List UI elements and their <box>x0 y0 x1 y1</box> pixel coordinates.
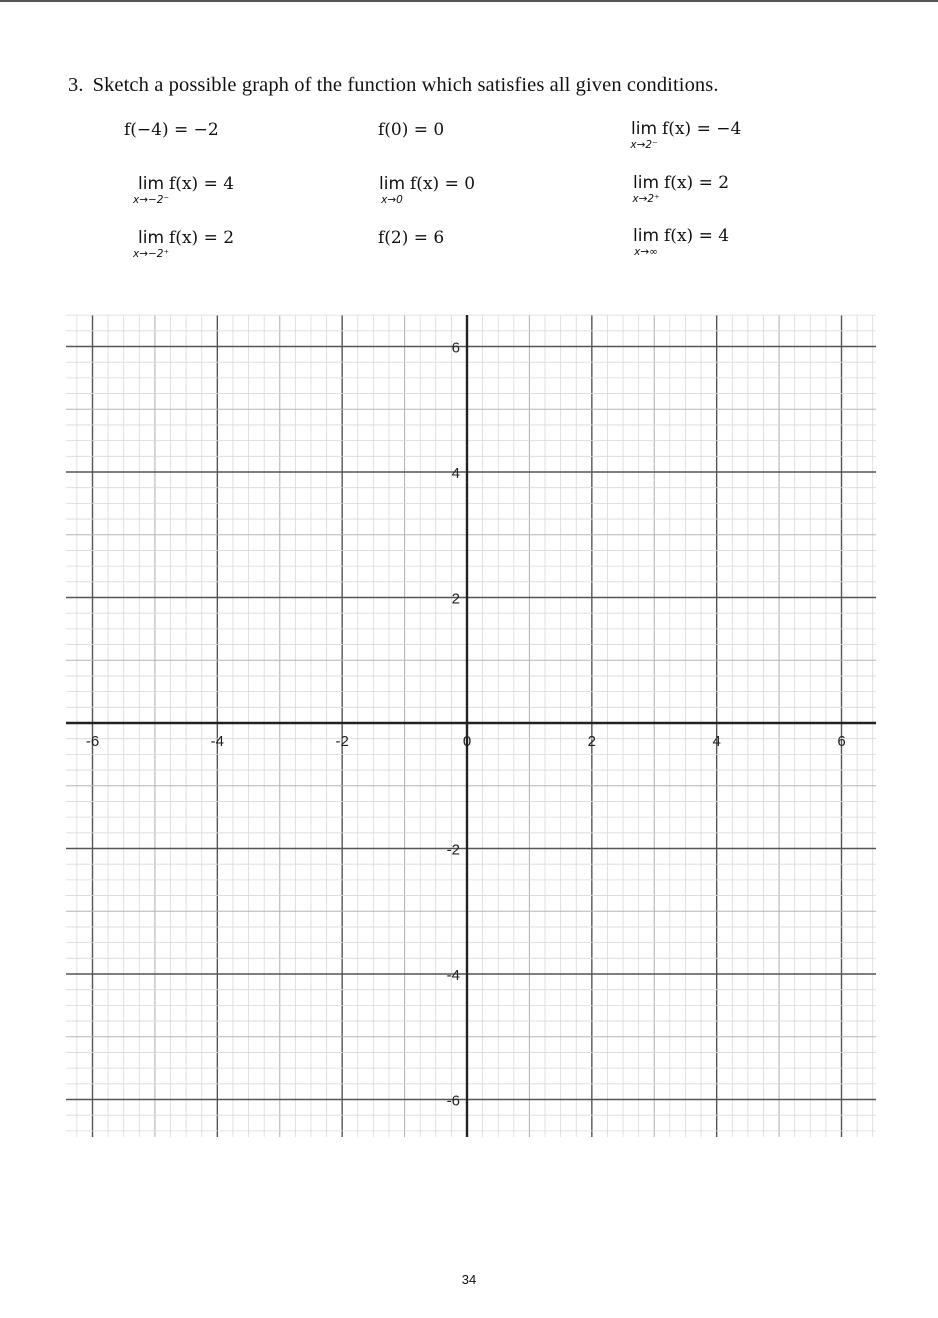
y-tick-label: 2 <box>451 590 460 608</box>
x-tick-label: -6 <box>85 733 100 750</box>
y-tick-label: -2 <box>446 841 460 859</box>
x-tick-label: 4 <box>712 733 721 750</box>
condition-expression: f(x) = −4 <box>662 119 742 139</box>
lim-word: lim <box>138 228 165 248</box>
condition-expression: f(0) = 0 <box>378 120 445 140</box>
lim-word: lim <box>633 173 660 193</box>
y-tick-label: -6 <box>446 1092 460 1110</box>
condition-expression: f(x) = 2 <box>664 173 730 193</box>
x-tick-label: 2 <box>587 733 597 750</box>
limit-subscript: x→2⁺ <box>632 193 660 205</box>
x-tick-label: 6 <box>837 733 846 750</box>
y-tick-label: -4 <box>446 967 460 984</box>
lim-word: lim <box>138 174 165 194</box>
limit-subscript: x→∞ <box>634 246 658 258</box>
x-tick-label: 0 <box>462 733 472 750</box>
lim-word: lim <box>633 226 660 246</box>
condition-expression: f(x) = 2 <box>169 228 235 248</box>
condition-expression: f(2) = 6 <box>378 228 445 248</box>
y-tick-label: 6 <box>451 339 460 357</box>
limit-subscript: x→−2⁻ <box>132 194 170 206</box>
x-tick-label: -4 <box>210 733 225 750</box>
limit-subscript: x→−2⁺ <box>132 248 170 260</box>
condition-expression: f(x) = 4 <box>664 226 730 246</box>
lim-word: lim <box>631 119 658 139</box>
condition-expression: f(−4) = −2 <box>124 120 219 140</box>
x-tick-label: -2 <box>335 733 349 750</box>
condition-expression: f(x) = 4 <box>169 174 235 194</box>
limit-subscript: x→2⁻ <box>630 139 658 151</box>
lim-word: lim <box>379 174 406 194</box>
question-number: 3. <box>68 74 84 96</box>
limit-subscript: x→0 <box>381 194 403 206</box>
y-tick-label: 4 <box>451 465 460 482</box>
page-number: 34 <box>461 1272 477 1287</box>
question-text: Sketch a possible graph of the function which satisfies all given conditions. <box>92 74 719 96</box>
condition-expression: f(x) = 0 <box>410 174 476 194</box>
